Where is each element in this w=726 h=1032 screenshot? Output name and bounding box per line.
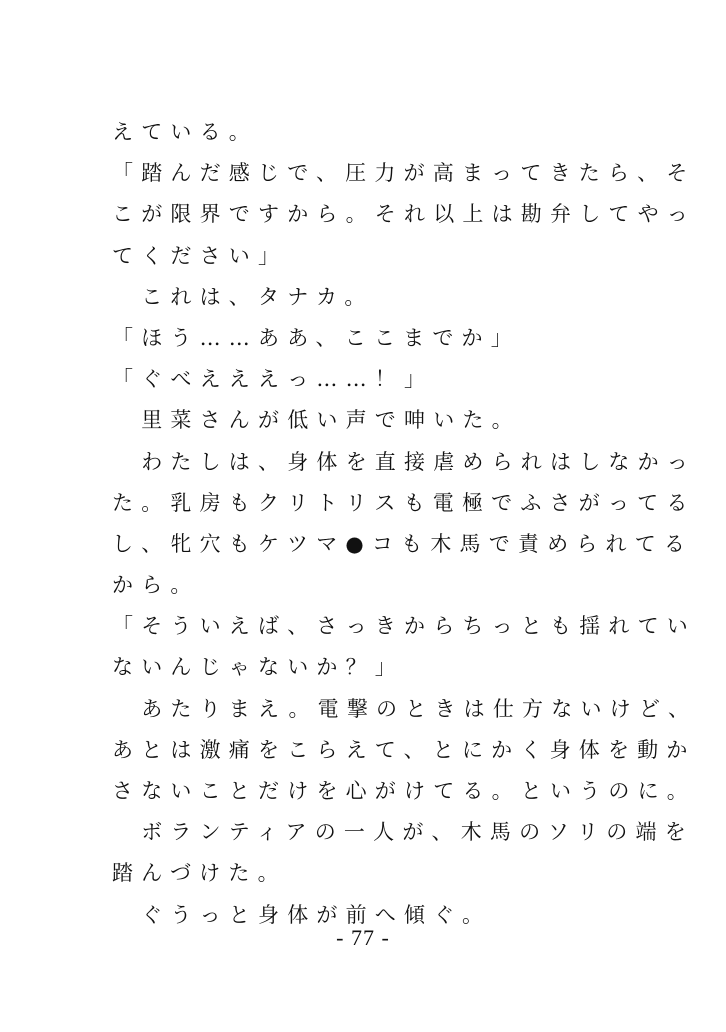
text-line: し、牝穴もケツマ●コも木馬で責められてる — [112, 531, 694, 556]
text-line: た。乳房もクリトリスも電極でふさがってる — [112, 490, 696, 515]
body-text — [112, 112, 698, 936]
text-line: 「そういえば、さっきからちっとも揺れてい — [112, 614, 696, 639]
text-line: ぐうっと身体が前へ傾ぐ。 — [112, 902, 492, 927]
text-line: から。 — [112, 573, 200, 598]
text-line: てください」 — [112, 243, 288, 268]
text-line: あたりまえ。電撃のときは仕方ないけど、 — [112, 696, 698, 721]
page-number: - 77 - — [336, 925, 390, 950]
text-line: 「ぐべえええっ……！」 — [112, 367, 434, 392]
text-line: これは、タナカ。 — [112, 284, 374, 309]
text-line: 里菜さんが低い声で呻いた。 — [112, 408, 521, 433]
text-line: あとは激痛をこらえて、とにかく身体を動か — [112, 737, 696, 762]
text-line: えている。 — [112, 120, 258, 144]
text-line: 「踏んだ感じで、圧力が高まってきたら、そ — [112, 161, 696, 186]
text-line: 踏んづけた。 — [112, 861, 287, 886]
text-line: ボランティアの一人が、木馬のソリの端を — [112, 820, 694, 845]
text-line: 「ほう……ああ、ここまでか」 — [112, 325, 520, 350]
text-line: わたしは、身体を直接虐められはしなかっ — [112, 449, 696, 474]
text-line: こが限界ですから。それ以上は勘弁してやっ — [112, 202, 696, 227]
text-line: さないことだけを心がけてる。というのに。 — [112, 779, 696, 803]
text-line: ないんじゃないか？」 — [112, 655, 404, 680]
